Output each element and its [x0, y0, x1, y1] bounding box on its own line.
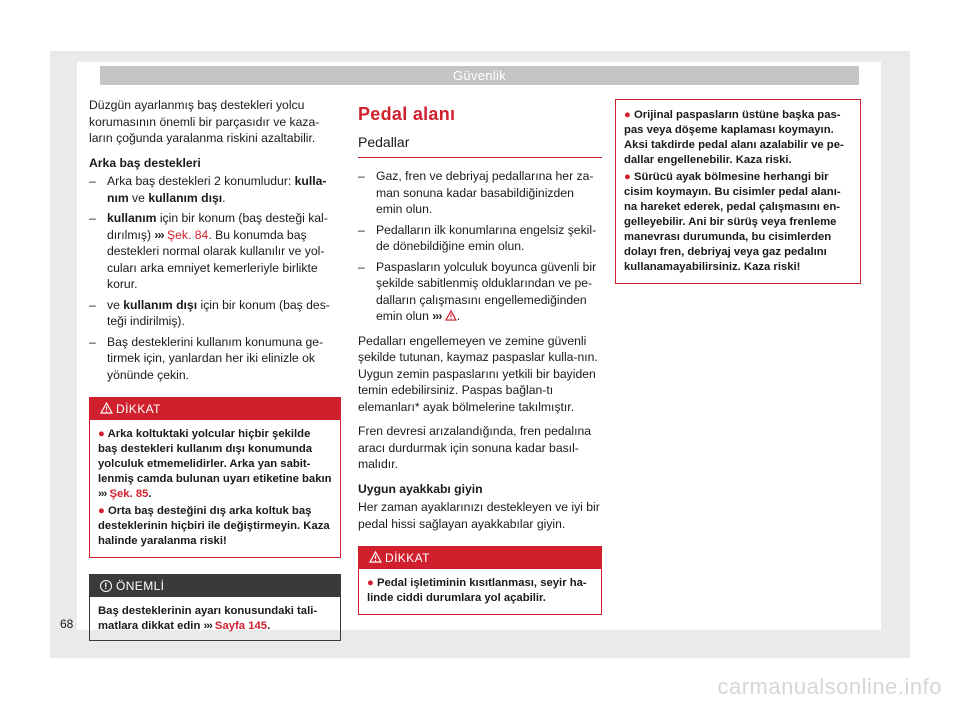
warning-item: ● Sürücü ayak bölmesine herhangi bir cisim koymayın. Bu cisimler pedal alanı-na hareket ederek, pedal çalışmasını en-gelleyebilir. Ani bir sürüş veya frenleme manevrası durumunda, bu cisimlerden dolayı fren, debriyaj veya gaz pedalını kullanamayabilirsiniz. Kaza riski! [624, 171, 841, 273]
list-item: – Arka baş destekleri 2 konumludur: kulla-nım ve kullanım dışı. [89, 173, 341, 206]
column-middle [358, 97, 602, 615]
list-item: – Pedalların ilk konumlarına engelsiz şekil-de dönebildiğine emin olun. [358, 222, 602, 255]
info-circle-icon: ! [100, 580, 112, 592]
paragraph: Fren devresi arızalandığında, fren pedalına aracı durdurmak için sonuna kadar basıl-malıdır. [358, 424, 592, 471]
notice-box [89, 574, 341, 641]
bullet-icon: ● [98, 428, 105, 440]
bullet-icon: ● [367, 577, 374, 589]
notice-header [90, 575, 340, 597]
notice-body: Baş desteklerinin ayarı konusundaki tali-matlara dikkat edin ››› Sayfa 145. [98, 605, 318, 632]
warning-box [89, 397, 341, 558]
watermark: carmanualsonline.info [717, 674, 942, 699]
bullet-icon: ● [624, 171, 631, 183]
warning-body [616, 100, 860, 283]
column-left [89, 97, 341, 641]
bullet-icon: ● [624, 109, 631, 121]
warning-header [359, 547, 601, 569]
warning-item: ● Arka koltuktaki yolcular hiçbir şekilde baş destekleri kullanım dışı konumunda yolculuk etmemelidirler. Arka yan sabit-lenmiş camda bulunan uyarı etiketine bakın ››› Şek. 85. [98, 428, 332, 500]
rear-head-restraint-list [89, 173, 341, 383]
warning-box-continued [615, 99, 861, 284]
bullet-icon: ● [98, 505, 105, 517]
warning-item: ● Orta baş desteğini dış arka koltuk baş desteklerinin hiçbiri ile değiştirmeyin. Kaza halinde yaralanma riski! [98, 505, 330, 547]
warning-triangle-icon [445, 310, 457, 321]
paragraph: Her zaman ayaklarınızı destekleyen ve iyi bir pedal hissi sağlayan ayakkabılar giyin. [358, 500, 600, 531]
figure-link-84[interactable]: Şek. 84 [166, 227, 209, 242]
list-item: – Paspasların yolculuk boyunca güvenli bir şekilde sabitlenmiş olduklarından ve pe-dalların çalışmasını engellemediğinden emin olun ››› . [358, 259, 602, 325]
intro-paragraph: Düzgün ayarlanmış baş destekleri yolcu korumasının önemli bir parçasıdır ve kaza-ların çoğunda yaralanma riskini azaltabilir. [89, 98, 320, 145]
warning-item: ● Pedal işletiminin kısıtlanması, seyir ha-linde ciddi durumlara yol açabilir. [367, 577, 587, 604]
list-item: – Baş desteklerini kullanım konumuna ge-tirmek için, yanlardan her iki elinizle ok yönünde çekin. [89, 334, 341, 384]
list-item: – kullanım için bir konum (baş desteği kal-dırılmış) ››› Şek. 84. Bu konumda baş destekleri normal olarak kullanılır ve yol-cuları arka emniyet kemerleriyle birlikte korur. [89, 210, 341, 293]
warning-title: DİKKAT [116, 402, 161, 416]
list-item: – ve kullanım dışı için bir konum (baş des-teği indirilmiş). [89, 297, 341, 330]
warning-title: DİKKAT [385, 551, 430, 565]
pedal-list [358, 168, 602, 325]
warning-item: ● Orijinal paspasların üstüne başka pas-pas veya döşeme kaplaması koymayın. Aksi takdirde pedal alanı azalabilir ve pe-dallar engellenebilir. Kaza riski. [624, 109, 844, 166]
warning-body [359, 569, 601, 614]
figure-link-85[interactable]: Şek. 85 [109, 488, 149, 500]
paragraph: Pedalları engellemeyen ve zemine güvenli şekilde tutunan, kaymaz paspaslar kulla-nın. Uygun zemin paspaslarını yetkili bir bayiden temin edebilirsiniz. Paspas bağlan-tı elemanları* ayak bölmelerine takılmıştır. [358, 333, 598, 414]
chapter-title: Güvenlik [453, 68, 506, 83]
rear-head-restraints-heading: Arka baş destekleri [89, 155, 201, 170]
list-item: – Gaz, fren ve debriyaj pedallarına her za-man sonuna kadar basabildiğinizden emin olun. [358, 168, 602, 218]
column-right [615, 97, 861, 284]
warning-box [358, 546, 602, 615]
shoe-heading: Uygun ayakkabı giyin [358, 481, 483, 496]
section-subtitle: Pedallar [358, 131, 602, 158]
warning-header [90, 398, 340, 420]
notice-title: ÖNEMLİ [116, 579, 165, 593]
section-title: Pedal alanı [358, 104, 456, 124]
warning-triangle-icon [369, 551, 382, 563]
warning-body [90, 420, 340, 557]
page-number: 68 [60, 617, 74, 631]
page-link-145[interactable]: Sayfa 145 [214, 620, 268, 632]
warning-triangle-icon [100, 402, 113, 414]
chapter-header [100, 66, 859, 85]
